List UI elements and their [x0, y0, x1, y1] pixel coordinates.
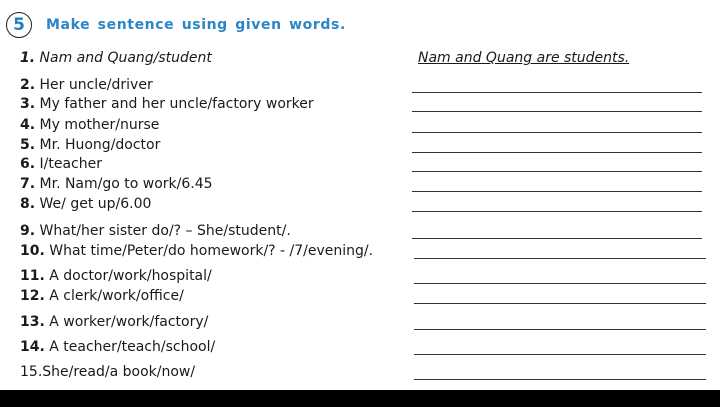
- answer-line-15[interactable]: [414, 379, 706, 380]
- exercise-item-9: 9. What/her sister do/? – She/student/.: [20, 223, 291, 239]
- exercise-item-11: 11. A doctor/work/hospital/: [20, 268, 212, 284]
- answer-line-4[interactable]: [412, 132, 702, 133]
- answer-line-13[interactable]: [414, 329, 706, 330]
- answer-line-5[interactable]: [412, 152, 702, 153]
- example-answer: Nam and Quang are students.: [418, 50, 630, 66]
- answer-line-11[interactable]: [414, 283, 706, 284]
- exercise-item-13: 13. A worker/work/factory/: [20, 314, 209, 330]
- answer-line-2[interactable]: [412, 92, 702, 93]
- answer-line-7[interactable]: [412, 191, 702, 192]
- exercise-item-2: 2. Her uncle/driver: [20, 77, 153, 93]
- exercise-title: Make sentence using given words.: [46, 17, 346, 33]
- answer-line-10[interactable]: [414, 258, 706, 259]
- exercise-item-5: 5. Mr. Huong/doctor: [20, 137, 161, 153]
- exercise-item-4: 4. My mother/nurse: [20, 117, 160, 133]
- exercise-item-7: 7. Mr. Nam/go to work/6.45: [20, 176, 213, 192]
- exercise-item-14: 14. A teacher/teach/school/: [20, 339, 216, 355]
- exercise-item-10: 10. What time/Peter/do homework/? - /7/evening/.: [20, 243, 374, 259]
- exercise-item-1: [20, 50, 212, 66]
- exercise-item-15: 15.She/read/a book/now/: [20, 364, 196, 380]
- answer-line-9[interactable]: [412, 238, 702, 239]
- exercise-item-3: 3. My father and her uncle/factory worker: [20, 96, 314, 112]
- exercise-item-6: 6. I/teacher: [20, 156, 102, 172]
- answer-line-6[interactable]: [412, 171, 702, 172]
- bottom-bar: [0, 390, 720, 407]
- exercise-item-8: 8. We/ get up/6.00: [20, 196, 152, 212]
- item-prompt: Nam and Quang/student: [35, 50, 212, 66]
- answer-line-8[interactable]: [412, 211, 702, 212]
- answer-line-14[interactable]: [414, 354, 706, 355]
- exercise-header: [6, 10, 346, 40]
- answer-line-12[interactable]: [414, 303, 706, 304]
- exercise-item-12: 12. A clerk/work/office/: [20, 288, 184, 304]
- item-number: 1.: [20, 50, 36, 66]
- exercise-number-badge: 5: [6, 12, 32, 38]
- answer-line-3[interactable]: [412, 111, 702, 112]
